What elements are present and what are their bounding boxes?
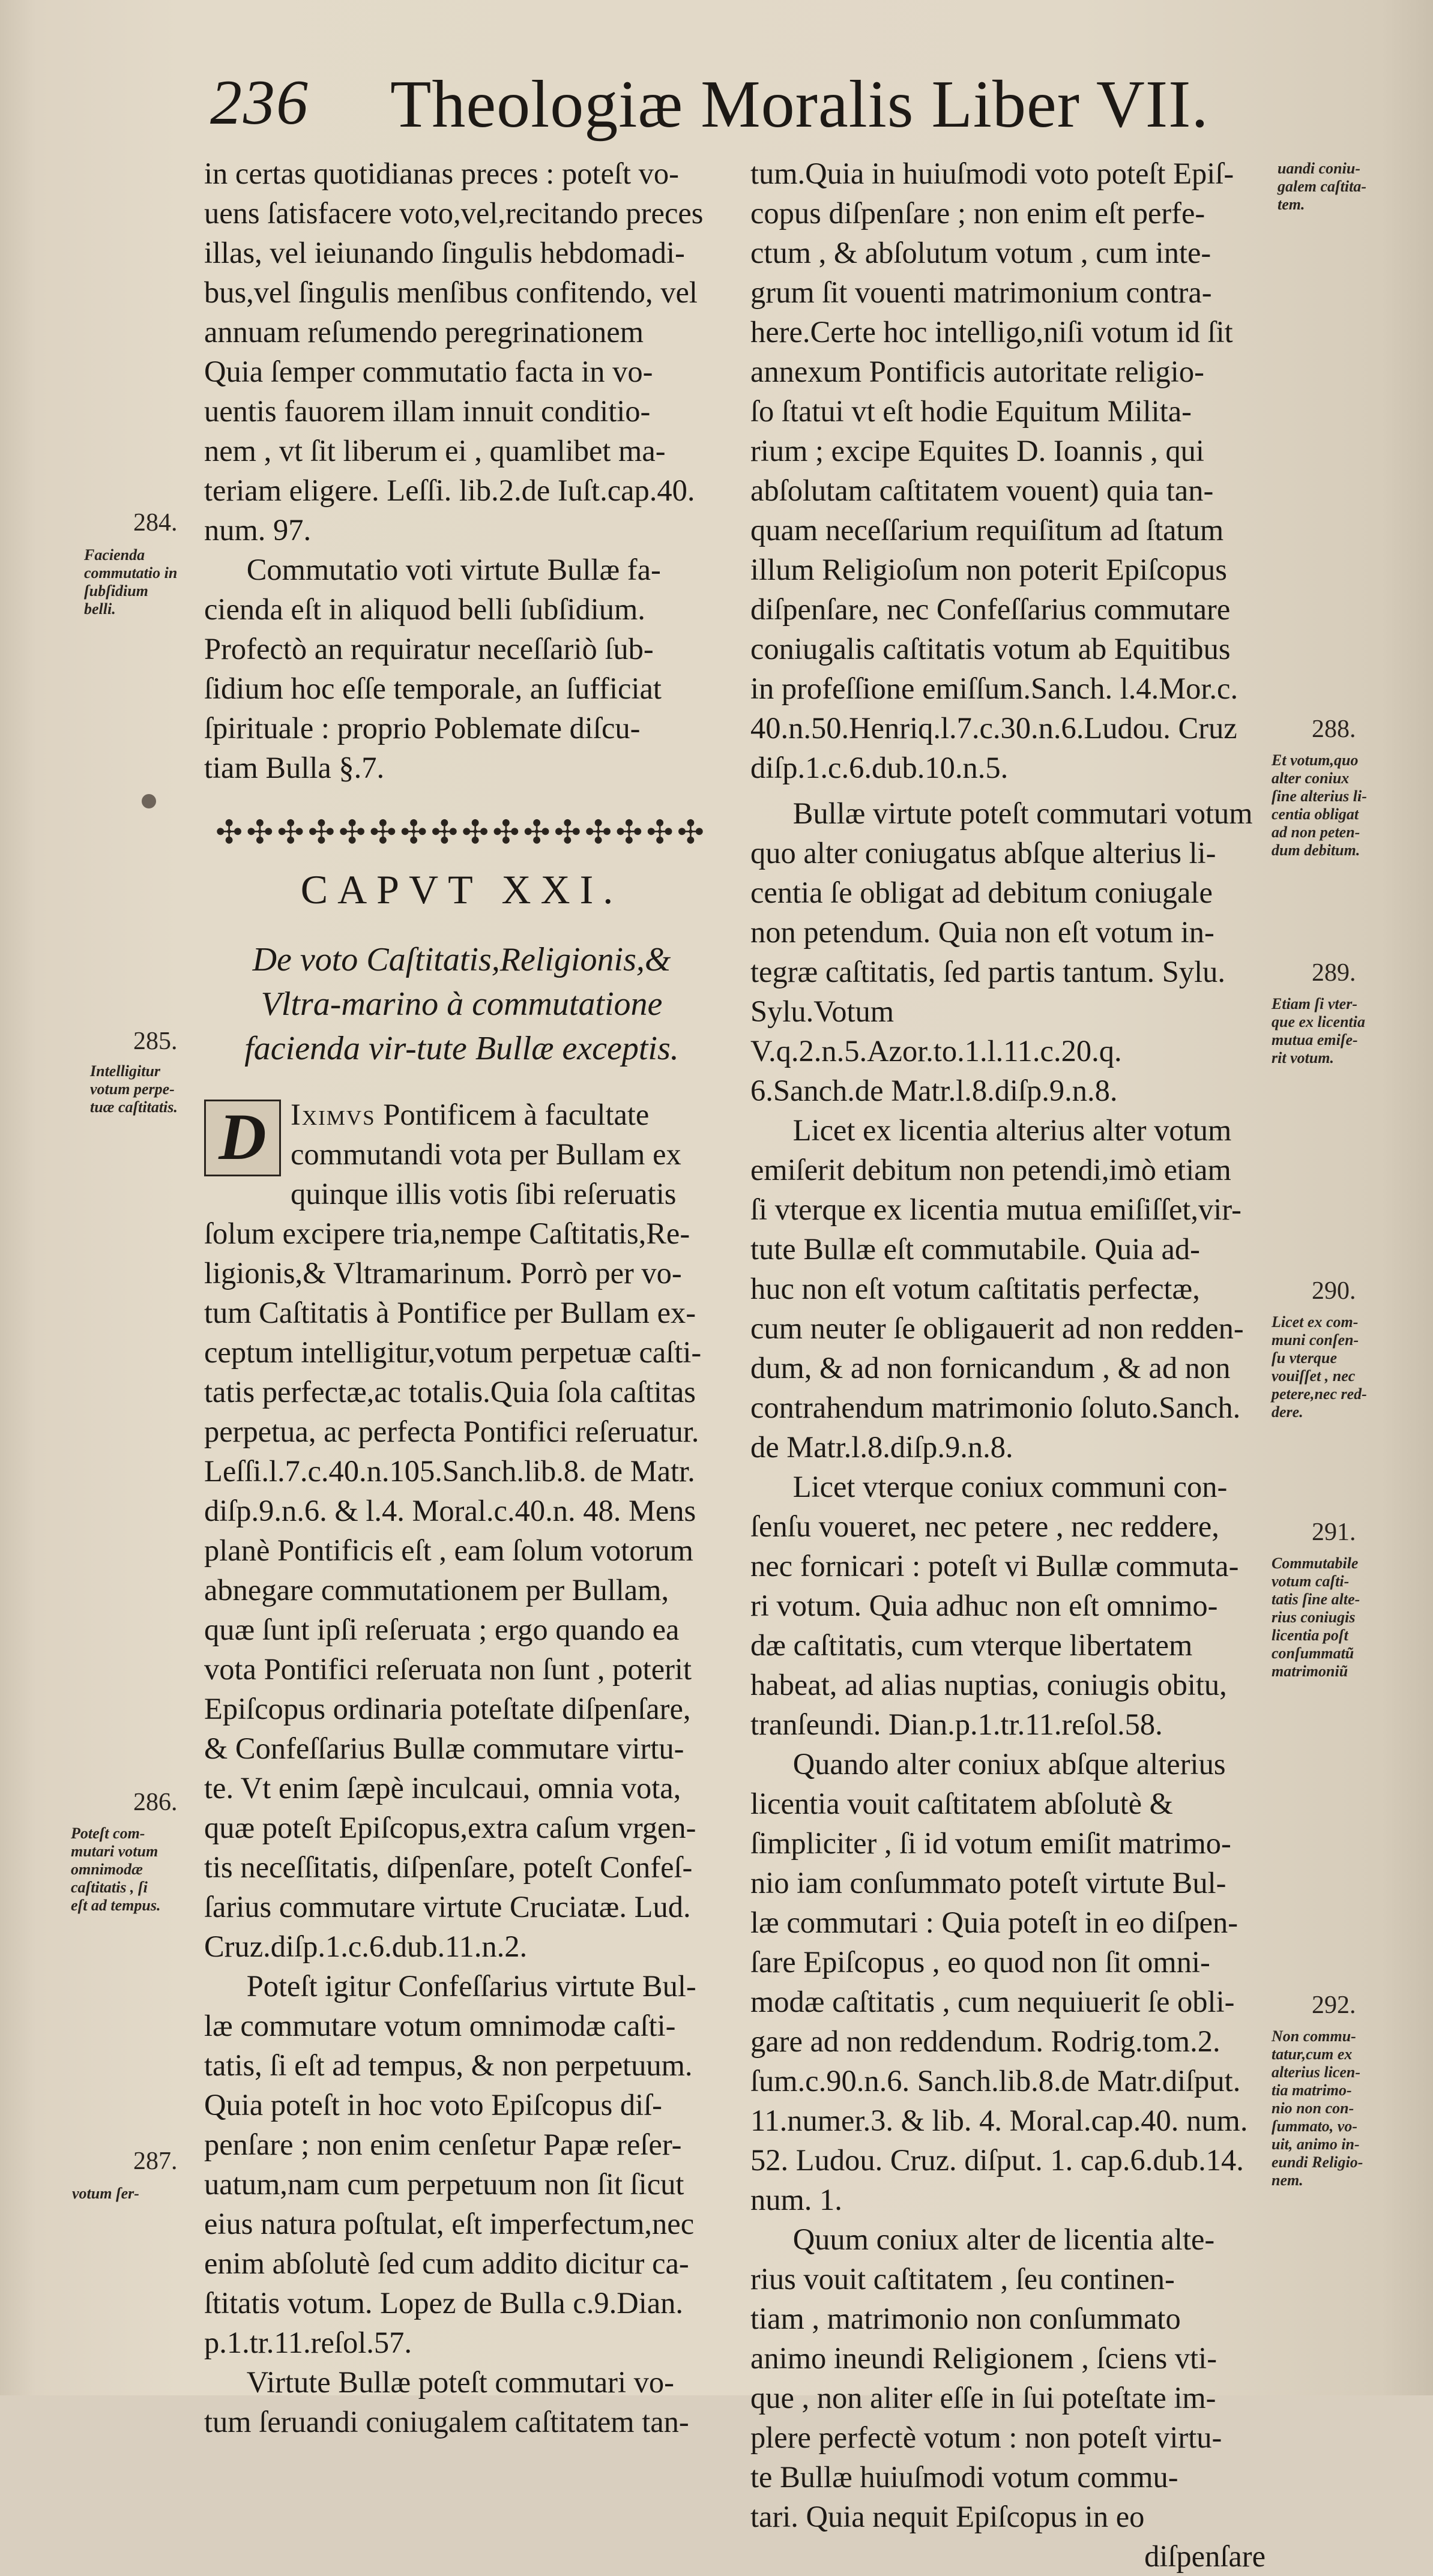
text-line: Pontificem à facultate: [383, 1098, 650, 1131]
text-line: Licet ex licentia alterius alter votum: [792, 1113, 1232, 1147]
text-line: teriam eligere. Leſſi. lib.2.de Iuſt.cap.40.: [204, 474, 695, 507]
text-line: ſare Epiſcopus , eo quod non ſit omni-: [750, 1945, 1210, 1979]
text-line: Quia poteſt in hoc voto Epiſcopus diſ-: [204, 2088, 662, 2122]
text-line: cum neuter ſe obligauerit ad non redden-: [750, 1311, 1244, 1345]
text-line: illas, vel ieiunando ſingulis hebdomadi-: [204, 236, 685, 269]
text-line: huc non eſt votum caſtitatis perfectæ,: [750, 1272, 1200, 1305]
drop-cap: D: [204, 1100, 281, 1176]
text-line: dæ caſtitatis, cum vterque libertatem: [750, 1628, 1193, 1662]
text-line: cienda eſt in aliquod belli ſubſidium.: [204, 592, 645, 626]
text-line: non petendum. Quia non eſt votum in-: [750, 915, 1214, 949]
margin-note-284: Facienda commutatio in ſubſidium belli.: [84, 546, 178, 618]
text-line: diſp.1.c.6.dub.10.n.5.: [750, 751, 1009, 784]
text-line: grum ſit vouenti matrimonium contra-: [750, 275, 1212, 309]
text-line: uens ſatisfacere voto,vel,recitando preces: [204, 196, 704, 230]
paragraph-number-290: 290.: [1312, 1277, 1356, 1305]
left-column: [204, 154, 719, 2442]
text-line: te. Vt enim ſæpè inculcaui, omnia vota,: [204, 1771, 681, 1805]
text-line: ſolum excipere tria,nempe Caſtitatis,Re-: [204, 1217, 690, 1250]
text-line: Commutatio voti virtute Bullæ fa-: [246, 553, 661, 586]
text-line: tari. Quia nequit Epiſcopus in eo: [750, 2500, 1145, 2533]
text-line: 6.Sanch.de Matr.l.8.diſp.9.n.8.: [750, 1074, 1118, 1107]
text-line: ctum , & abſolutum votum , cum inte-: [750, 236, 1211, 269]
chapter-heading: CAPVT XXI.: [300, 867, 623, 912]
text-line: planè Pontificis eſt , eam ſolum votorum: [204, 1533, 693, 1567]
text-line: contrahendum matrimonio ſoluto.Sanch.: [750, 1391, 1241, 1424]
text-line: nio iam conſummato poteſt virtute Bul-: [750, 1866, 1226, 1900]
paragraph-number-292: 292.: [1312, 1991, 1356, 2019]
text-line: quam neceſſarium requiſitum ad ſtatum: [750, 513, 1224, 547]
paragraph-number-291: 291.: [1312, 1518, 1356, 1546]
paragraph-number-286: 286.: [133, 1789, 178, 1816]
paragraph-number-289: 289.: [1312, 959, 1356, 987]
text-line: tum Caſtitatis à Pontifice per Bullam ex-: [204, 1296, 696, 1329]
text-line: dum, & ad non fornicandum , & ad non: [750, 1351, 1231, 1385]
paragraph-285: [204, 1095, 719, 1966]
text-line: p.1.tr.11.reſol.57.: [204, 2326, 412, 2359]
text-line: ligionis,& Vltramarinum. Porrò per vo-: [204, 1256, 682, 1290]
text-line: tiam Bulla §.7.: [204, 751, 385, 784]
text-line: coniugalis caſtitatis votum ab Equitibus: [750, 632, 1231, 666]
text-line: licentia vouit caſtitatem abſolutè &: [750, 1787, 1173, 1820]
text-line: diſpenſare, nec Confeſſarius commutare: [750, 592, 1231, 626]
margin-note-285: Intelligitur votum perpe- tuæ caſtitatis.: [90, 1062, 178, 1116]
text-line: 52. Ludou. Cruz. diſput. 1. cap.6.dub.14.: [750, 2143, 1244, 2177]
lead-word: Iximvs: [291, 1098, 376, 1131]
text-line: Sylu.Votum V.q.2.n.5.Azor.to.1.l.11.c.20.q.: [750, 995, 1122, 1068]
paragraph-number-285: 285.: [133, 1028, 178, 1055]
text-line: num. 97.: [204, 513, 312, 547]
text-line: 11.numer.3. & lib. 4. Moral.cap.40. num.: [750, 2104, 1248, 2137]
text-line: here.Certe hoc intelligo,niſi votum id ſit: [750, 315, 1233, 349]
text-line: copus diſpenſare ; non enim eſt perfe-: [750, 196, 1205, 230]
text-line: ſo ſtatui vt eſt hodie Equitum Milita-: [750, 394, 1192, 428]
page-number: 236: [210, 67, 309, 137]
text-line: Licet vterque coniux communi con-: [792, 1470, 1228, 1503]
ink-spot: [142, 794, 156, 808]
text-line: ſtitatis votum. Lopez de Bulla c.9.Dian.: [204, 2286, 684, 2320]
text-line: commutandi vota per Bullam ex: [291, 1137, 681, 1171]
text-line: ſidium hoc eſſe temporale, an ſufficiat: [204, 672, 662, 705]
text-line: abſolutam caſtitatem vouent) quia tan-: [750, 474, 1214, 507]
decorative-rule: ✣✣✣✣✣✣✣✣✣✣✣✣✣✣✣✣: [216, 814, 708, 850]
text-line: eius natura poſtulat, eſt imperfectum,nec: [204, 2207, 695, 2240]
text-line: enim abſolutè ſed cum addito dicitur ca-: [204, 2246, 689, 2280]
text-line: plere perfectè votum : non poteſt virtu-: [750, 2421, 1222, 2454]
text-line: Virtute Bullæ poteſt commutari vo-: [246, 2365, 674, 2399]
text-line: 40.n.50.Henriq.l.7.c.30.n.6.Ludou. Cruz: [750, 711, 1237, 745]
margin-note-287-continued: uandi coniu- galem caſtita- tem.: [1278, 160, 1367, 213]
text-line: vota Pontifici reſeruata non ſunt , poterit: [204, 1652, 692, 1686]
paragraph-number-284: 284.: [133, 509, 178, 537]
text-line: tiam , matrimonio non conſummato: [750, 2302, 1181, 2335]
text-line: que , non aliter eſſe in ſui poteſtate im-: [750, 2381, 1216, 2415]
text-line: læ commutare votum omnimodæ caſti-: [204, 2009, 676, 2042]
text-line: Leſſi.l.7.c.40.n.105.Sanch.lib.8. de Matr.: [204, 1454, 695, 1488]
paragraph-287-continued: [750, 154, 1266, 787]
text-line: diſp.9.n.6. & l.4. Moral.c.40.n. 48. Mens: [204, 1494, 696, 1527]
text-line: quæ poteſt Epiſcopus,extra caſum vrgen-: [204, 1811, 696, 1844]
text-line: illum Religioſum non poterit Epiſcopus: [750, 553, 1227, 586]
chapter-subtitle: De voto Caſtitatis,Religionis,& Vltra-marino à commutatione facienda vir-tute Bullæ exceptis.: [244, 941, 679, 1067]
text-line: Profectò an requiratur neceſſariò ſub-: [204, 632, 654, 666]
text-line: tegræ caſtitatis, ſed partis tantum. Sylu.: [750, 955, 1226, 989]
text-line: tatis perfectæ,ac totalis.Quia ſola caſtitas: [204, 1375, 696, 1409]
text-line: in profeſſione emiſſum.Sanch. l.4.Mor.c.: [750, 672, 1238, 705]
text-line: & Confeſſarius Bullæ commutare virtu-: [204, 1732, 684, 1765]
text-line: gare ad non reddendum. Rodrig.tom.2.: [750, 2024, 1220, 2058]
text-line: Quando alter coniux abſque alterius: [792, 1747, 1226, 1781]
text-line: num. 1.: [750, 2183, 842, 2216]
text-line: Poteſt igitur Confeſſarius virtute Bul-: [246, 1969, 696, 2003]
text-line: quæ ſunt ipſi reſeruata ; ergo quando ea: [204, 1613, 680, 1646]
text-line: nem , vt ſit liberum ei , quamlibet ma-: [204, 434, 666, 468]
text-line: ri votum. Quia adhuc non eſt omnimo-: [750, 1589, 1218, 1622]
running-title: Theologiæ Moralis Liber VII.: [390, 67, 1209, 142]
text-line: ceptum intelligitur,votum perpetuæ caſti-: [204, 1335, 702, 1369]
text-line: Bullæ virtute poteſt commutari votum: [792, 796, 1253, 830]
text-line: læ commutari : Quia poteſt in eo diſpen-: [750, 1906, 1238, 1939]
text-line: tatis, ſi eſt ad tempus, & non perpetuum.: [204, 2048, 693, 2082]
text-line: rium ; excipe Equites D. Ioannis , qui: [750, 434, 1204, 468]
text-line: ſum.c.90.n.6. Sanch.lib.8.de Matr.diſput.: [750, 2064, 1241, 2098]
paragraph-number-288: 288.: [1312, 715, 1356, 743]
margin-note-290: Licet ex com- muni conſen- ſu vterque vouiſſet , nec petere,nec red- dere.: [1272, 1313, 1367, 1421]
margin-note-289: Etiam ſi vter- que ex licentia mutua emiſe- rit votum.: [1272, 995, 1365, 1067]
text-line: annexum Pontificis autoritate religio-: [750, 355, 1204, 388]
margin-note-292: Non commu- tatur,cum ex alterius licen- tia matrimo- nio non con- ſummato, vo- uit, animo in- eundi Religio- nem.: [1272, 2027, 1363, 2189]
paragraph-291: [750, 1744, 1266, 2219]
right-column: [750, 154, 1266, 2576]
text-line: ſarius commutare virtute Cruciatæ. Lud.: [204, 1890, 691, 1924]
text-line: annuam reſumendo peregrinationem: [204, 315, 644, 349]
text-line: tute Bullæ eſt commutabile. Quia ad-: [750, 1232, 1200, 1266]
paragraph-287: [204, 2362, 719, 2442]
text-line: habeat, ad alias nuptias, coniugis obitu,: [750, 1668, 1227, 1702]
text-line: penſare ; non enim cenſetur Papæ reſer-: [204, 2128, 682, 2161]
text-line: Quia ſemper commutatio facta in vo-: [204, 355, 653, 388]
page-header: [210, 66, 1231, 150]
text-line: Cruz.diſp.1.c.6.dub.11.n.2.: [204, 1930, 528, 1963]
catchword: diſpenſare: [1144, 2539, 1266, 2573]
margin-note-286: Poteſt com- mutari votum omnimodæ caſtitatis , ſi eſt ad tempus.: [71, 1825, 161, 1914]
text-line: Epiſcopus ordinaria poteſtate diſpenſare,: [204, 1692, 691, 1726]
text-line: uatum,nam cum perpetuum non ſit ſicut: [204, 2167, 684, 2201]
text-line: centia ſe obligat ad debitum coniugale: [750, 876, 1213, 909]
text-line: perpetua, ac perfecta Pontifici reſeruatur.: [204, 1415, 699, 1448]
margin-note-288: Et votum,quo alter coniux ſine alterius li- centia obligat ad non peten- dum debitum.: [1272, 751, 1367, 859]
text-line: ſpirituale : proprio Poblemate diſcu-: [204, 711, 641, 745]
paragraph-292: [750, 2219, 1266, 2576]
margin-note-287: votum ſer-: [72, 2185, 139, 2202]
text-line: modæ caſtitatis , cum nequiuerit ſe obli-: [750, 1985, 1235, 2018]
paragraph-286: [204, 1966, 719, 2362]
text-line: tis neceſſitatis, diſpenſare, poteſt Confeſ-: [204, 1850, 693, 1884]
text-line: tranſeundi. Dian.p.1.tr.11.reſol.58.: [750, 1708, 1163, 1741]
text-line: tum.Quia in huiuſmodi voto poteſt Epiſ-: [750, 157, 1234, 190]
paragraph-288: [750, 793, 1266, 1110]
text-line: quo alter coniugatus abſque alterius li-: [750, 836, 1216, 870]
text-line: tum ſeruandi coniugalem caſtitatem tan-: [204, 2405, 689, 2439]
paragraph-290: [750, 1467, 1266, 1744]
text-line: bus,vel ſingulis menſibus confitendo, vel: [204, 275, 698, 309]
text-line: Quum coniux alter de licentia alte-: [792, 2222, 1215, 2256]
paragraph-289: [750, 1110, 1266, 1467]
paragraph-continued: [204, 154, 719, 550]
text-line: ſi vterque ex licentia mutua emiſiſſet,vir-: [750, 1193, 1241, 1226]
text-line: in certas quotidianas preces : poteſt vo-: [204, 157, 679, 190]
text-line: ſimpliciter , ſi id votum emiſit matrimo-: [750, 1826, 1231, 1860]
margin-note-291: Commutabile votum caſti- tatis ſine alte- rius coniugis licentia poſt conſummatũ matrimoniũ: [1272, 1554, 1360, 1680]
text-line: animo ineundi Religionem , ſciens vti-: [750, 2341, 1217, 2375]
text-line: abnegare commutationem per Bullam,: [204, 1573, 669, 1607]
text-line: quinque illis votis ſibi reſeruatis: [291, 1177, 677, 1211]
text-line: ſenſu voueret, nec petere , nec reddere,: [750, 1509, 1219, 1543]
paragraph-number-287: 287.: [133, 2147, 178, 2175]
paragraph-284: [204, 550, 719, 787]
text-line: de Matr.l.8.diſp.9.n.8.: [750, 1430, 1013, 1464]
text-line: rius vouit caſtitatem , ſeu continen-: [750, 2262, 1175, 2296]
text-line: uentis fauorem illam innuit conditio-: [204, 394, 651, 428]
text-line: nec fornicari : poteſt vi Bullæ commuta-: [750, 1549, 1239, 1583]
text-line: emiſerit debitum non petendi,imò etiam: [750, 1153, 1231, 1187]
text-line: te Bullæ huiuſmodi votum commu-: [750, 2460, 1178, 2494]
